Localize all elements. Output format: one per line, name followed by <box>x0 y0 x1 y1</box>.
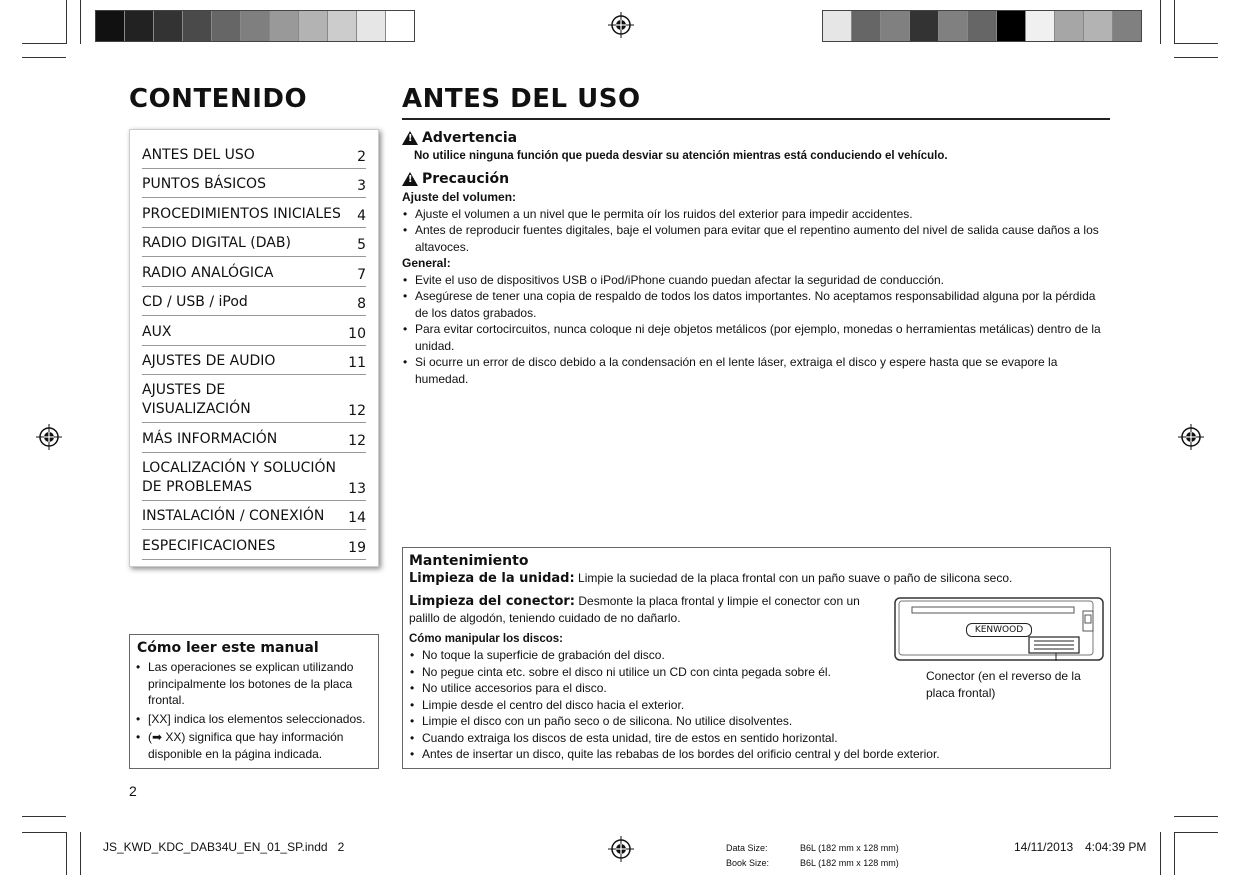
color-swatch <box>910 11 939 41</box>
toc-item-label-line: RADIO DIGITAL (DAB) <box>142 235 291 251</box>
toc-item-label <box>142 146 255 165</box>
color-swatch <box>241 11 270 41</box>
list-item: • Si ocurre un error de disco debido a la condensación en el lente láser, extraiga el disco y espere hasta que se evapore la humedad. <box>402 354 1110 387</box>
maintenance-title: Mantenimiento <box>409 553 529 569</box>
toc-item-label <box>142 264 273 283</box>
toc-item-label <box>142 381 251 419</box>
toc-item[interactable] <box>142 500 366 531</box>
color-swatch <box>299 11 328 41</box>
color-swatch <box>997 11 1026 41</box>
toc-item-label <box>142 234 291 253</box>
color-swatch <box>939 11 968 41</box>
color-swatch <box>270 11 299 41</box>
color-swatch <box>96 11 125 41</box>
list-item: • Limpie desde el centro del disco hacia el exterior. <box>409 697 1099 714</box>
data-size-value: B6L (182 mm x 128 mm) <box>800 843 899 853</box>
toc-item-label-line: PROCEDIMIENTOS INICIALES <box>142 205 341 222</box>
discs-list <box>409 647 1099 763</box>
warning-heading <box>402 130 517 146</box>
warning-text: No utilice ninguna función que pueda desviar su atención mientras está conduciendo el vehículo. <box>414 150 948 162</box>
toc-item-page: 12 <box>348 432 366 449</box>
caution-body <box>402 189 1110 387</box>
list-item: • Antes de insertar un disco, quite las rebabas de los bordes del orificio central y del borde exterior. <box>409 746 1099 763</box>
data-size-label: Data Size: <box>726 843 768 853</box>
connector-label: Limpieza del conector: <box>409 594 576 609</box>
toc-item[interactable] <box>142 529 366 560</box>
left-color-bar <box>95 10 415 42</box>
crop-mark <box>66 0 67 44</box>
toc-item-page: 19 <box>348 539 366 556</box>
discs-heading: Cómo manipular los discos: <box>409 633 563 645</box>
caution-title: Precaución <box>422 171 510 187</box>
toc-item[interactable] <box>142 315 366 346</box>
registration-mark-icon <box>608 836 634 862</box>
color-swatch <box>1055 11 1084 41</box>
color-swatch <box>125 11 154 41</box>
toc-item-page: 4 <box>357 207 366 224</box>
color-swatch <box>1113 11 1141 41</box>
toc-item-label <box>142 459 336 497</box>
list-item: • [XX] indica los elementos seleccionados. <box>135 711 373 728</box>
list-item: • (➡ XX) significa que hay información disponible en la página indicada. <box>135 729 373 762</box>
toc-item-page: 2 <box>357 148 366 165</box>
footer-time: 4:04:39 PM <box>1085 840 1147 854</box>
toc-item[interactable] <box>142 422 366 453</box>
toc-item-label-line: LOCALIZACIÓN Y SOLUCIÓN <box>142 459 337 476</box>
color-swatch <box>968 11 997 41</box>
warning-title: Advertencia <box>422 130 518 146</box>
toc-item-label-line: AJUSTES DE <box>142 382 226 398</box>
toc-item-label-line: ANTES DEL USO <box>142 146 255 163</box>
toc-item-label <box>142 537 275 556</box>
toc-item-label-line: MÁS INFORMACIÓN <box>142 430 278 447</box>
list-item: • Asegúrese de tener una copia de respaldo de todos los datos importantes. No aceptamos responsabilidad alguna por la pérdida de los datos grabados. <box>402 288 1110 321</box>
toc-item-page: 3 <box>357 178 366 194</box>
right-color-bar <box>822 10 1142 42</box>
toc-item[interactable] <box>142 168 366 199</box>
book-size-value: B6L (182 mm x 128 mm) <box>800 858 899 868</box>
color-swatch <box>183 11 212 41</box>
table-of-contents <box>129 129 379 567</box>
crop-mark <box>1174 0 1175 44</box>
crop-mark <box>22 816 66 817</box>
toc-item-label <box>142 323 171 342</box>
list-item: • Ajuste el volumen a un nivel que le permita oír los ruidos del exterior para impedir accidentes. <box>402 206 1110 223</box>
toc-item-page: 10 <box>348 325 366 342</box>
toc-item-label-line: AJUSTES DE AUDIO <box>142 353 276 369</box>
toc-title: CONTENIDO <box>129 84 308 114</box>
toc-item-page: 8 <box>357 296 366 312</box>
toc-item-page: 7 <box>357 266 366 283</box>
color-swatch <box>1084 11 1113 41</box>
how-to-title: Cómo leer este manual <box>137 640 319 656</box>
toc-item[interactable] <box>142 374 366 423</box>
page-number: 2 <box>129 783 137 799</box>
registration-mark-icon <box>36 424 62 450</box>
color-swatch <box>328 11 357 41</box>
footer-date: 14/11/2013 <box>1014 840 1074 854</box>
unit-cleaning <box>409 571 1099 586</box>
list-item: • Cuando extraiga los discos de esta unidad, tire de estos en sentido horizontal. <box>409 730 1099 747</box>
toc-item-label-line: RADIO ANALÓGICA <box>142 264 274 281</box>
crop-mark <box>1160 832 1161 875</box>
list-item: • Evite el uso de dispositivos USB o iPod/iPhone cuando puedan afectar la seguridad de conducción. <box>402 272 1110 289</box>
toc-item-label-line: PUNTOS BÁSICOS <box>142 176 266 192</box>
crop-mark <box>66 832 67 875</box>
faceplate-illustration <box>894 597 1104 661</box>
toc-item-label-line: DE PROBLEMAS <box>142 478 253 495</box>
toc-item-label <box>142 293 248 312</box>
toc-item-page: 5 <box>357 237 366 253</box>
color-swatch <box>154 11 183 41</box>
toc-item-label-line: AUX <box>142 323 172 340</box>
crop-mark <box>1160 0 1161 44</box>
toc-item-page: 12 <box>348 403 366 419</box>
toc-item-label <box>142 175 266 194</box>
warning-icon <box>402 172 418 186</box>
toc-item-label <box>142 352 275 371</box>
toc-item[interactable] <box>142 227 366 258</box>
toc-item[interactable] <box>142 197 366 228</box>
maintenance-box <box>402 547 1111 769</box>
color-swatch <box>881 11 910 41</box>
color-swatch <box>386 11 414 41</box>
general-list <box>402 272 1110 388</box>
crop-mark <box>1174 816 1218 817</box>
warning-icon <box>402 131 418 145</box>
list-item: • No pegue cinta etc. sobre el disco ni utilice un CD con cinta pegada sobre él. <box>409 664 1099 681</box>
toc-item[interactable] <box>142 286 366 317</box>
list-item: • Las operaciones se explican utilizando principalmente los botones de la placa frontal. <box>135 659 373 709</box>
toc-item-label <box>142 430 277 449</box>
toc-item-label <box>142 205 341 224</box>
toc-item-label-line: CD / USB / iPod <box>142 294 248 310</box>
toc-item[interactable] <box>142 138 366 169</box>
connector-text: Desmonte la placa frontal y limpie el conector con un palillo de algodón, teniendo cuidado de no dañarlo. <box>409 594 860 625</box>
toc-item-label-line: ESPECIFICACIONES <box>142 537 276 554</box>
crop-mark <box>22 43 66 44</box>
list-item: • Limpie el disco con un paño seco o de silicona. No utilice disolventes. <box>409 713 1099 730</box>
list-item: • Para evitar cortocircuitos, nunca coloque ni deje objetos metálicos (por ejemplo, monedas o herramientas metálicas) dentro de la unidad. <box>402 321 1110 354</box>
crop-mark <box>22 57 66 58</box>
volume-list <box>402 206 1110 256</box>
toc-item-label <box>142 507 324 526</box>
toc-item[interactable] <box>142 345 366 376</box>
caution-heading <box>402 171 509 187</box>
color-swatch <box>212 11 241 41</box>
toc-item-page: 14 <box>348 510 366 526</box>
toc-item[interactable] <box>142 452 366 501</box>
crop-mark <box>80 0 81 44</box>
crop-mark <box>1174 832 1218 833</box>
page-title: ANTES DEL USO <box>402 84 641 114</box>
list-item: • No toque la superficie de grabación del disco. <box>409 647 1099 664</box>
registration-mark-icon <box>1178 424 1204 450</box>
how-to-read-box <box>129 634 379 769</box>
unit-label: Limpieza de la unidad: <box>409 571 575 586</box>
toc-item-page: 11 <box>348 355 366 371</box>
toc-item[interactable] <box>142 256 366 287</box>
color-swatch <box>1026 11 1055 41</box>
connector-caption: Conector (en el reverso de la placa frontal) <box>926 669 1081 700</box>
crop-mark <box>1174 57 1218 58</box>
footer-filename: JS_KWD_KDC_DAB34U_EN_01_SP.indd 2 <box>103 840 345 854</box>
unit-text: Limpie la suciedad de la placa frontal con un paño suave o paño de silicona seco. <box>578 571 1013 585</box>
book-size-label: Book Size: <box>726 858 770 868</box>
crop-mark <box>22 832 66 833</box>
connector-cleaning <box>409 593 879 627</box>
list-item: • No utilice accesorios para el disco. <box>409 680 1099 697</box>
crop-mark <box>1174 43 1218 44</box>
brand-logo: KENWOOD <box>966 623 1032 637</box>
registration-mark-icon <box>608 12 634 38</box>
how-to-list <box>135 659 373 762</box>
general-heading: General: <box>402 256 451 270</box>
volume-heading: Ajuste del volumen: <box>402 190 517 204</box>
color-swatch <box>852 11 881 41</box>
crop-mark <box>1174 832 1175 875</box>
list-item: • Antes de reproducir fuentes digitales, baje el volumen para evitar que el repentino aumento del nivel de salida cause daños a los altavoces. <box>402 222 1110 255</box>
toc-item-label-line: INSTALACIÓN / CONEXIÓN <box>142 508 325 524</box>
color-swatch <box>357 11 386 41</box>
crop-mark <box>80 832 81 875</box>
color-swatch <box>823 11 852 41</box>
toc-item-page: 13 <box>348 480 366 497</box>
toc-item-label-line: VISUALIZACIÓN <box>142 401 251 417</box>
title-rule <box>402 118 1110 120</box>
